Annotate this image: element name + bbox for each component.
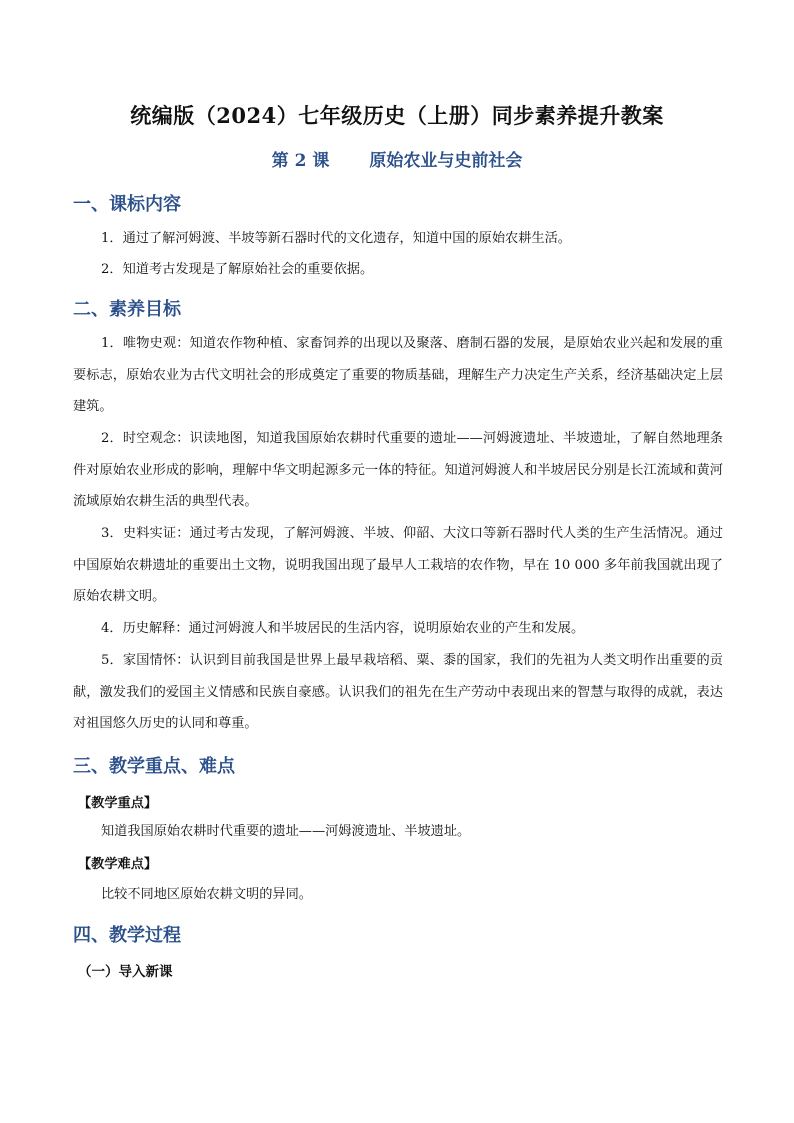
goal-item-4: 4．历史解释：通过河姆渡人和半坡居民的生活内容，说明原始农业的产生和发展。 [101,621,585,636]
subsection-intro: （一）导入新课 [78,964,173,980]
lesson-heading [0,146,794,171]
lesson-number: 第 2 课 [271,151,330,171]
goal-item-5: 5．家国情怀：认识到目前我国是世界上最早栽培稻、粟、黍的国家，我们的先祖为人类文明作出重要的贡献，激发我们的爱国主义情感和民族自豪感。认识我们的祖先在生产劳动中表现出来的智慧与取得的成就，表达对祖国悠久历史的认同和尊重。 [73,653,723,731]
goal-item-3: 3．史料实证：通过考古发现，了解河姆渡、半坡、仰韶、大汶口等新石器时代人类的生产生活情况。通过中国原始农耕遗址的重要出土文物，说明我国出现了最早人工栽培的农作物，早在 10 000 多年前我国就出现了原始农耕文明。 [73,526,723,604]
difficulty-label: 【教学难点】 [78,857,158,872]
goal-item-2: 2．时空观念：识读地图，知道我国原始农耕时代重要的遗址——河姆渡遗址、半坡遗址，了解自然地理条件对原始农业形成的影响，理解中华文明起源多元一体的特征。知道河姆渡人和半坡居民分别是长江流域和黄河流域原始农耕生活的典型代表。 [73,431,723,509]
section-heading-key-difficult: 三、教学重点、难点 [73,756,235,777]
section-heading-teaching-process: 四、教学过程 [73,925,181,946]
key-point-text: 知道我国原始农耕时代重要的遗址——河姆渡遗址、半坡遗址。 [101,824,471,839]
curriculum-item-2: 2．知道考古发现是了解原始社会的重要依据。 [101,262,374,277]
goal-item-1: 1．唯物史观：知道农作物种植、家畜饲养的出现以及聚落、磨制石器的发展，是原始农业兴起和发展的重要标志，原始农业为古代文明社会的形成奠定了重要的物质基础，理解生产力决定生产关系，经济基础决定上层建筑。 [73,336,723,414]
section-heading-curriculum: 一、课标内容 [73,194,181,215]
key-point-label: 【教学重点】 [78,796,158,811]
difficulty-text: 比较不同地区原始农耕文明的异同。 [101,887,312,902]
section-heading-literacy-goals: 二、素养目标 [73,299,181,320]
curriculum-item-1: 1．通过了解河姆渡、半坡等新石器时代的文化遗存，知道中国的原始农耕生活。 [101,231,571,246]
lesson-title: 原始农业与史前社会 [369,151,523,171]
document-title: 统编版（2024）七年级历史（上册）同步素养提升教案 [130,103,664,128]
